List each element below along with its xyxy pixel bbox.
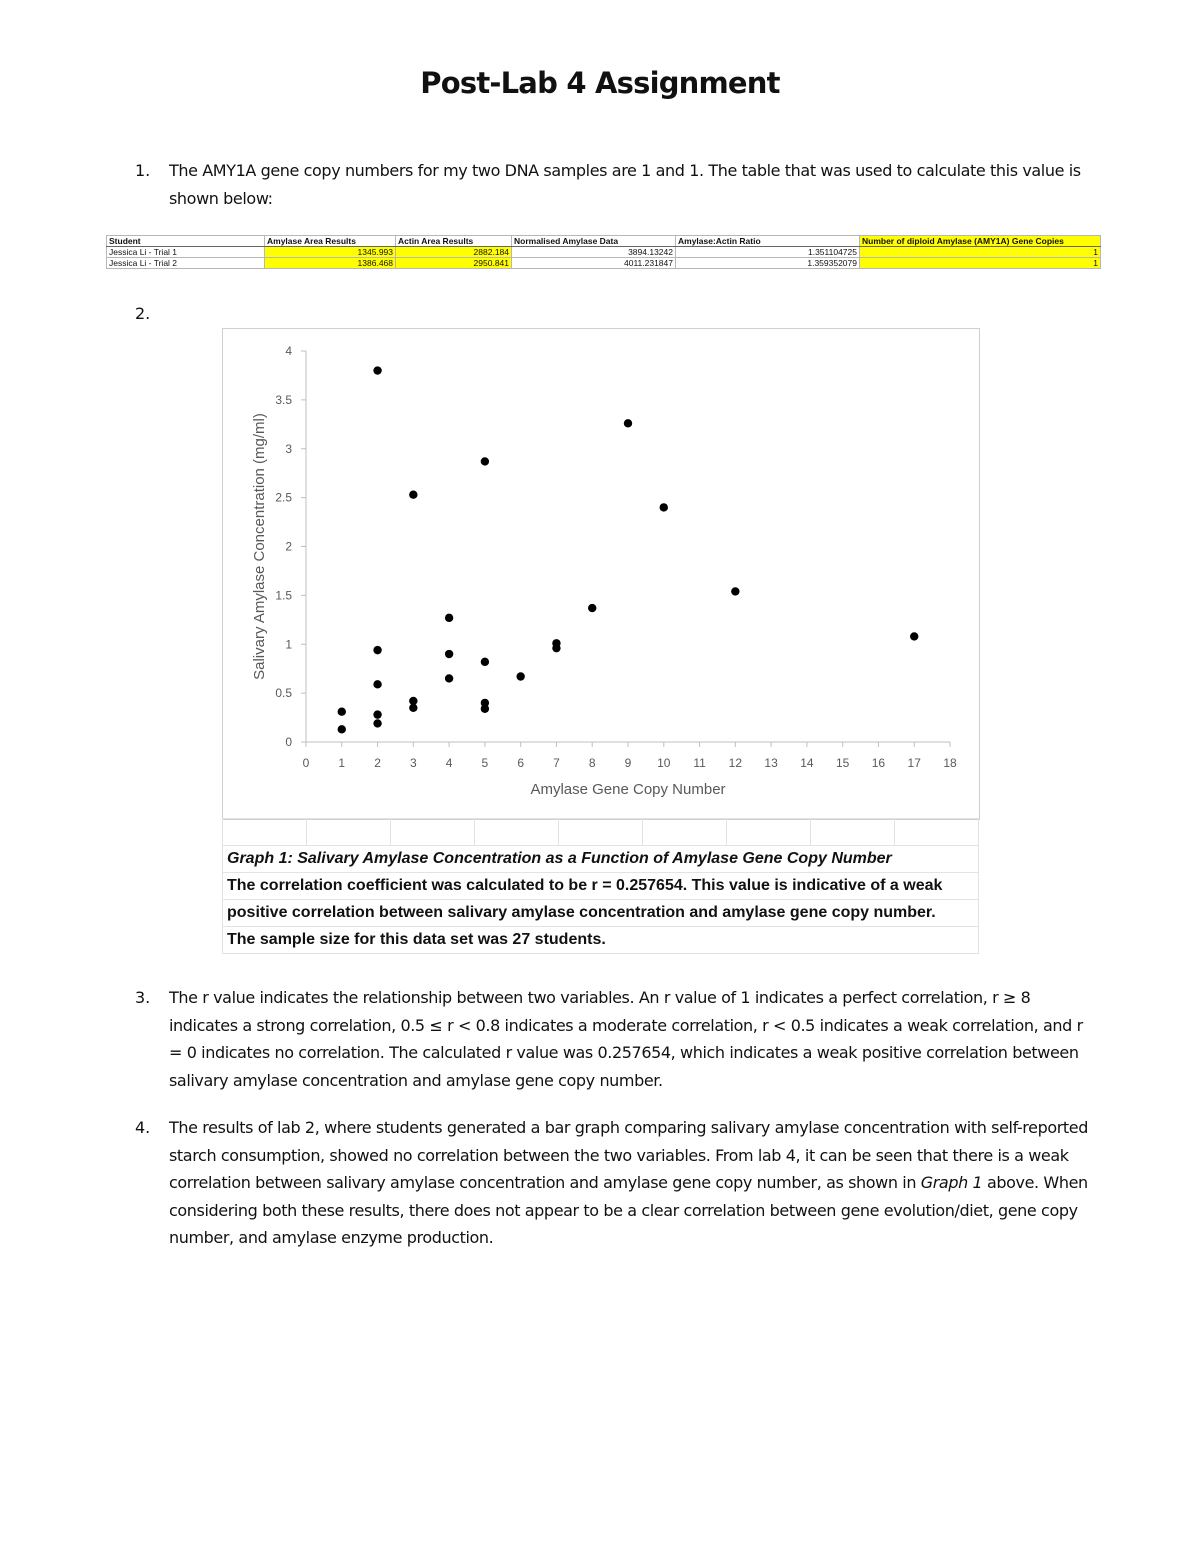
table-header-row: [107, 236, 1101, 247]
x-tick-label: 1: [338, 756, 346, 770]
cell-amylase-area: 1386.468: [265, 258, 396, 269]
graph-caption-line-3: The sample size for this data set was 27 students.: [223, 927, 979, 954]
y-tick-label: 3: [285, 441, 292, 456]
cell-student: Jessica Li - Trial 1: [107, 247, 265, 258]
x-tick-label: 18: [943, 756, 957, 770]
graph-caption-grid: [222, 818, 979, 954]
x-tick-label: 5: [481, 756, 489, 770]
y-tick-label: 2.5: [275, 490, 292, 505]
y-tick-label: 1: [285, 637, 292, 652]
x-tick-label: 8: [588, 756, 596, 770]
x-tick-label: 16: [871, 756, 886, 770]
y-tick-label: 1.5: [275, 588, 292, 603]
x-tick-label: 12: [728, 756, 743, 770]
header-student: Student: [107, 236, 265, 247]
x-tick-label: 10: [657, 756, 671, 770]
cell-amylase-area: 1345.993: [265, 247, 396, 258]
q3-number: 3.: [135, 988, 151, 1007]
q4-text-after: above. When considering both these results, there does not appear to be a clear correlation between gene evolution/diet, gene copy number, and amylase enzyme production.: [169, 1173, 1088, 1247]
cell-student: Jessica Li - Trial 2: [107, 258, 265, 269]
header-actin-area: Actin Area Results: [396, 236, 512, 247]
cell-actin-area: 2882.184: [396, 247, 512, 258]
header-ratio: Amylase:Actin Ratio: [676, 236, 860, 247]
data-point: [481, 457, 489, 465]
x-tick-label: 4: [445, 756, 453, 770]
y-tick-label: 4: [285, 344, 292, 358]
data-point: [445, 650, 453, 658]
cell-normalised: 4011.231847: [512, 258, 676, 269]
q4-text-graph-ref: Graph 1: [920, 1173, 983, 1192]
q4-text-before: The results of lab 2, where students generated a bar graph comparing salivary amylase concentration with self-reported starch consumption, showed no correlation between the two variables. From lab 4, it can be seen that there is a weak correlation between salivary amylase concentration and amylase gene copy number, as shown in: [169, 1118, 1088, 1192]
x-tick-label: 0: [302, 756, 310, 770]
q4-text: [169, 1114, 1094, 1252]
x-tick-label: 14: [800, 756, 814, 770]
q3-text: The r value indicates the relationship between two variables. An r value of 1 indicates a perfect correlation, r ≥ 8 indicates a strong correlation, 0.5 ≤ r < 0.8 indicates a moderate correlation, r < 0.5 indicates a weak correlation, and r = 0 indicates no correlation. The calculated r value was 0.257654, which indicates a weak positive correlation between salivary amylase concentration and amylase gene copy number.: [169, 988, 1083, 1090]
cell-gene-copies: 1: [860, 258, 1101, 269]
table-row: [107, 247, 1101, 258]
x-tick-label: 7: [553, 756, 560, 770]
data-point: [445, 614, 453, 622]
x-tick-label: 2: [374, 756, 381, 770]
cell-gene-copies: 1: [860, 247, 1101, 258]
data-point: [338, 707, 346, 715]
data-point: [660, 503, 668, 511]
copy-number-table: [106, 235, 1101, 269]
data-point: [624, 419, 632, 427]
data-point: [481, 658, 489, 666]
x-tick-label: 11: [693, 756, 706, 770]
x-tick-label: 3: [409, 756, 417, 770]
q4-number: 4.: [135, 1118, 151, 1137]
data-point: [445, 674, 453, 682]
scatter-chart: [222, 328, 980, 820]
x-tick-label: 13: [764, 756, 778, 770]
y-tick-label: 0: [285, 735, 292, 749]
page-title: Post-Lab 4 Assignment: [420, 66, 780, 100]
header-gene-copies: Number of diploid Amylase (AMY1A) Gene Copies: [860, 236, 1101, 247]
data-point: [409, 704, 417, 712]
data-point: [409, 490, 417, 498]
cell-actin-area: 2950.841: [396, 258, 512, 269]
data-point: [373, 719, 381, 727]
x-tick-label: 6: [517, 756, 525, 770]
cell-ratio: 1.351104725: [676, 247, 860, 258]
data-point: [338, 725, 346, 733]
data-point: [373, 680, 381, 688]
graph-caption-line-1: The correlation coefficient was calculated to be r = 0.257654. This value is indicative of a weak: [223, 873, 979, 900]
y-tick-label: 0.5: [275, 686, 292, 701]
q2-number: 2.: [135, 304, 151, 323]
data-point: [588, 604, 596, 612]
data-point: [552, 644, 560, 652]
header-amylase-area: Amylase Area Results: [265, 236, 396, 247]
scatter-chart-svg: [223, 329, 979, 819]
x-tick-label: 15: [835, 756, 850, 770]
data-point: [373, 366, 381, 374]
x-axis-title: Amylase Gene Copy Number: [530, 781, 726, 798]
x-tick-label: 9: [624, 756, 632, 770]
y-axis-title: Salivary Amylase Concentration (mg/ml): [251, 413, 268, 680]
cell-normalised: 3894.13242: [512, 247, 676, 258]
cell-ratio: 1.359352079: [676, 258, 860, 269]
graph-caption-title: Graph 1: Salivary Amylase Concentration as a Function of Amylase Gene Copy Number: [223, 846, 979, 873]
x-tick-label: 17: [907, 756, 921, 770]
data-point: [373, 646, 381, 654]
q1-number: 1.: [135, 161, 151, 180]
data-point: [481, 705, 489, 713]
data-point: [910, 632, 918, 640]
y-tick-label: 2: [285, 539, 292, 554]
table-row: [107, 258, 1101, 269]
header-normalised-amylase: Normalised Amylase Data: [512, 236, 676, 247]
q1-text: The AMY1A gene copy numbers for my two DNA samples are 1 and 1. The table that was used to calculate this value is shown below:: [169, 161, 1081, 208]
y-tick-label: 3.5: [275, 392, 292, 407]
data-point: [516, 672, 524, 680]
data-point: [373, 710, 381, 718]
graph-caption-line-2: positive correlation between salivary amylase concentration and amylase gene copy number.: [223, 900, 979, 927]
data-point: [731, 587, 739, 595]
